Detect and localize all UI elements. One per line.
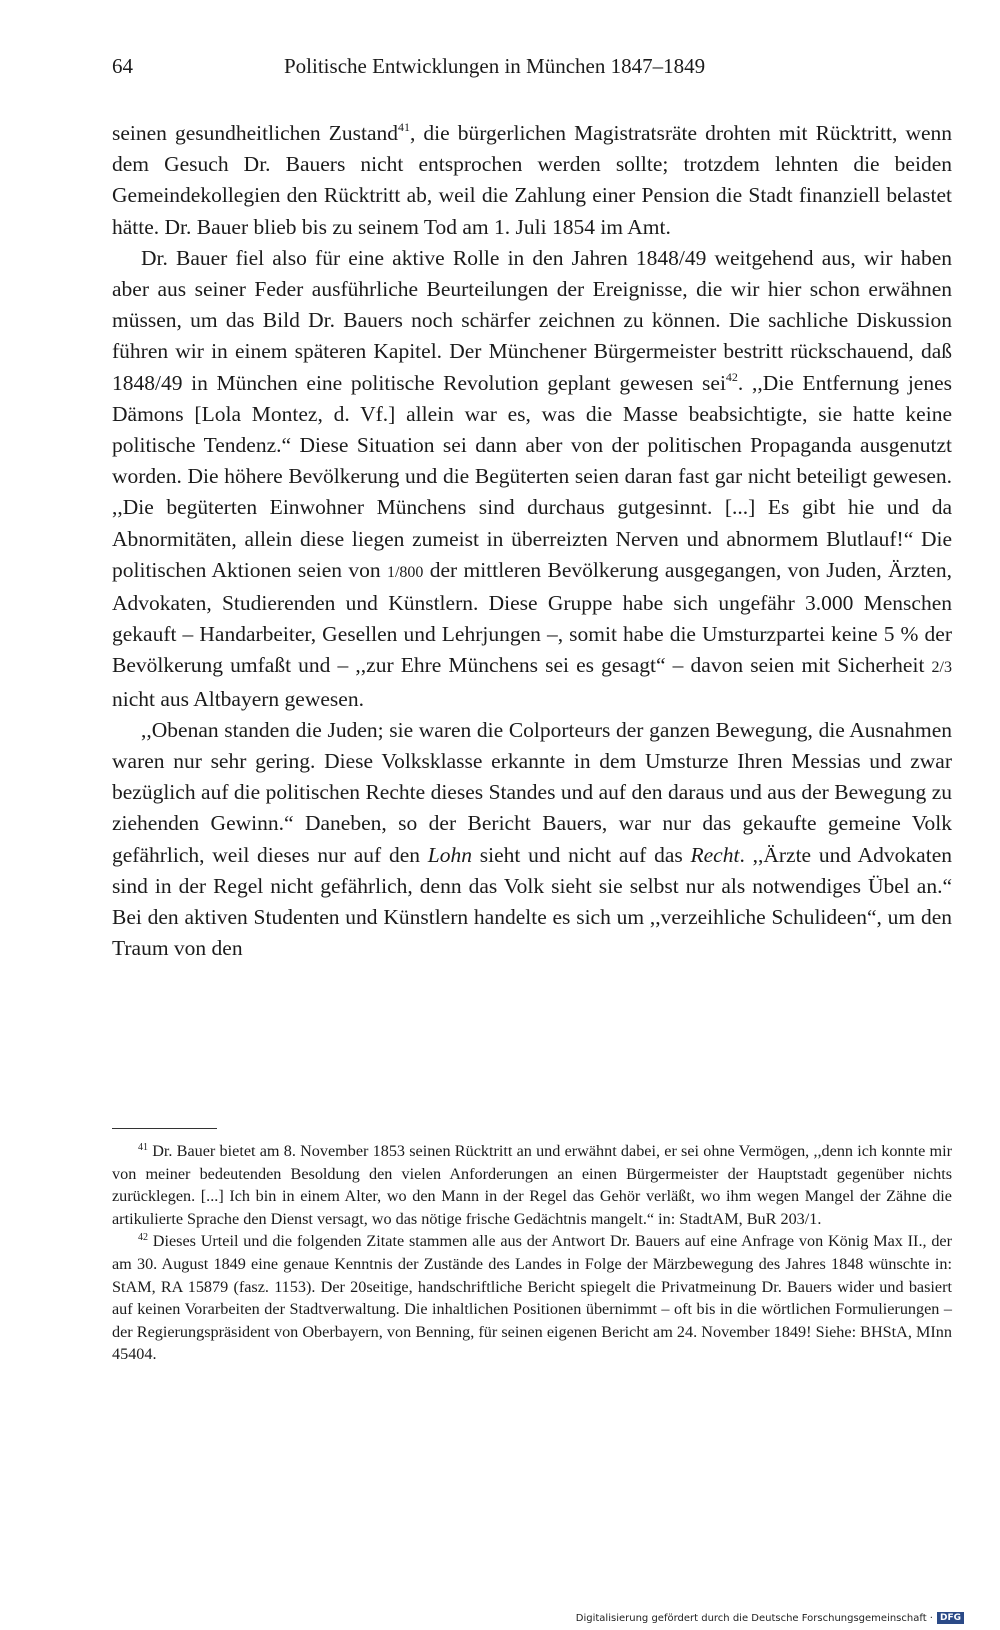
paragraph-2: Dr. Bauer fiel also für eine aktive Rolle in den Jahren 1848/49 weitgehend aus, wir haben aber aus seiner Feder ausführliche Beurteilungen der Ereignisse, die wir hier schon erwähnen müssen, um das Bild Dr. Bauers noch schärfer zeichnen zu können. Die sachliche Diskussion führen wir in einem späteren Kapitel. Der Münchener Bürgermeister bestritt rückschauend, daß 1848/49 in München eine politische Revolution geplant gewesen sei$^{42}$. ,,Die Entfernung jenes Dämons [Lola Montez, d. Vf.] allein war es, was die Masse beabsichtigte, sie hatte keine politische Tendenz.“ Diese Situation sei dann aber von der politischen Propaganda ausgenutzt worden. Die höhere Bevölkerung und die Begüterten seien daran fast gar nicht beteiligt gewesen. ,,Die begüterten Einwohner Münchens sind durchaus gutgesinnt. [...] Es gibt hie und da Abnormitäten, allein diese liegen zumeist in überreizten Nerven und abnormem Blutlauf!“ Die politischen Aktionen seien von 1/800 der mittleren Bevölkerung ausgegangen, von Juden, Ärzten, Advokaten, Studierenden und Künstlern. Diese Gruppe habe sich ungefähr 3.000 Menschen gekauft – Handarbeiter, Gesellen und Lehrjungen –, somit habe die Umsturzpartei keine 5 % der Bevölkerung umfaßt und – ,,zur Ehre Münchens sei es gesagt“ – davon seien mit Sicherheit 2/3 nicht aus Altbayern gewesen.: [112, 245, 952, 711]
footnote-42: $^{42}$ Dieses Urteil und die folgenden Zitate stammen alle aus der Antwort Dr. Bauers auf eine Anfrage von König Max II., der am 30. August 1849 eine genaue Kenntnis der Zustände des Landes in Folge der Märzbewegung des Jahres 1848 wünschte in: StAM, RA 15879 (fasz. 1153). Der 20seitige, handschriftliche Bericht spiegelt die Privatmeinung Dr. Bauers wider und basiert auf keinen Vorarbeiten der Stadtverwaltung. Die inhaltlichen Positionen übernimmt – oft bis in die wörtlichen Formulierungen – der Regierungspräsident von Oberbayern, von Benning, für seinen eigenen Bericht am 24. November 1849! Siehe: BHStA, MInn 45404.: [112, 1232, 952, 1364]
emphasis-recht: Recht: [690, 842, 740, 867]
running-title: Politische Entwicklungen in München 1847–1849: [284, 54, 706, 78]
page-number: 64: [112, 54, 133, 78]
credit-text: Digitalisierung gefördert durch die Deutsche Forschungsgemeinschaft ·: [575, 1612, 933, 1624]
footnote-number-41: 41: [138, 1142, 148, 1153]
footnote-number-42: 42: [138, 1232, 148, 1244]
footnote-ref-41[interactable]: 41: [398, 120, 410, 134]
footnote-ref-42[interactable]: 42: [725, 369, 738, 384]
footnotes: [112, 1140, 952, 1366]
digitization-credit: [576, 1612, 964, 1624]
fraction-two-thirds: 2/3: [931, 659, 952, 677]
paragraph-1: seinen gesundheitlichen Zustand$^{41}$, die bürgerlichen Magistratsräte drohten mit Rücktritt, wenn dem Gesuch Dr. Bauers nicht entsprochen werden sollte; trotzdem lehnten die beiden Gemeindekollegien den Rücktritt ab, weil die Zahlung einer Pension die Stadt finanziell belastet hätte. Dr. Bauer blieb bis zu seinem Tod am 1. Juli 1854 im Amt.: [112, 120, 953, 239]
paragraph-3: ,,Obenan standen die Juden; sie waren die Colporteurs der ganzen Bewegung, die Ausnahmen waren nur sehr gering. Diese Volksklasse erkannte in dem Umsturze Ihren Messias und zwar bezüglich auf die politischen Rechte dieses Standes und auf den daraus und aus der Bewegung zu ziehenden Gewinn.“ Daneben, so der Bericht Bauers, war nur das gekaufte gemeine Volk gefährlich, weil dieses nur auf den Lohn sieht und nicht auf das Recht. ,,Ärzte und Advokaten sind in der Regel nicht gefährlich, denn das Volk sieht sie selbst nur als notwendiges Übel an.“ Bei den aktiven Studenten und Künstlern handelte es sich um ,,verzeihliche Schulideen“, um den Traum von den: [112, 717, 952, 961]
fraction-one-eight-hundredth: 1/800: [386, 563, 424, 581]
main-text: [112, 118, 952, 964]
footnote-separator: [112, 1128, 217, 1129]
emphasis-lohn: Lohn: [427, 842, 472, 867]
footnote-41: $^{41}$ Dr. Bauer bietet am 8. November 1853 seinen Rücktritt an und erwähnt dabei, er sei ohne Vermögen, ,,denn ich konnte mir von meiner bedeutenden Besoldung den vielen Anforderungen an einen Bürgermeister der Hauptstadt gegenüber nichts zurücklegen. [...] Ich bin in einem Alter, wo den Mann in der Regel das Gehör verläßt, wo ihm wegen Mangel der Zähne die artikulierte Sprache den Dienst versagt, wo das nötige frische Gedächtnis mangelt.“ in: StadtAM, BuR 203/1.: [112, 1142, 952, 1228]
dfg-logo-icon: DFG: [937, 1612, 964, 1624]
